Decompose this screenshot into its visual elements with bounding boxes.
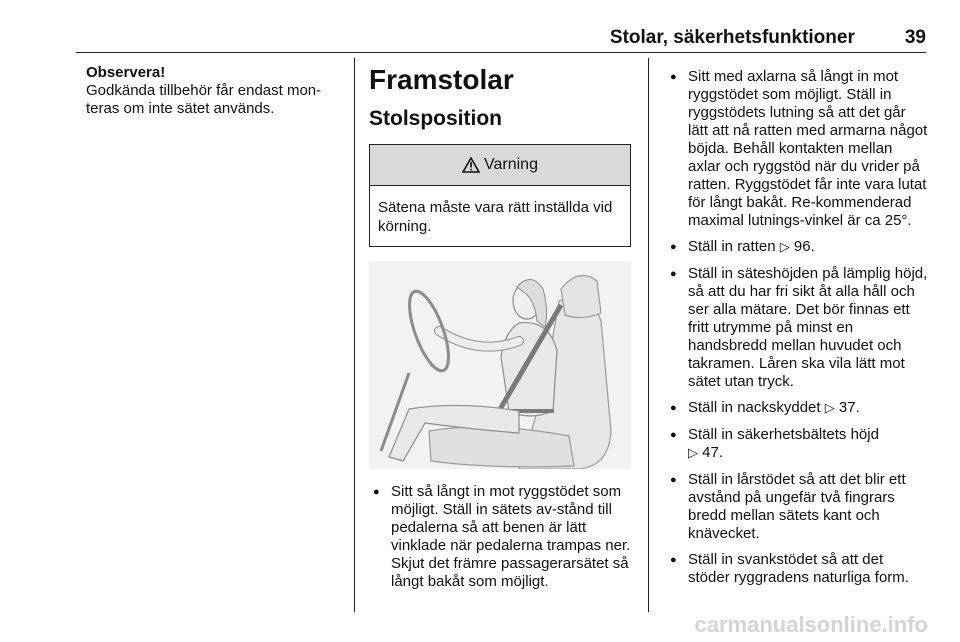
list-item-text: Ställ in lårstödet så att det blir ett avstånd på ungefär två fingrars bredd mellan sätets kant och knävecket. — [688, 471, 906, 542]
list-item — [666, 399, 928, 418]
list-item-text: Ställ in svankstödet så att det stöder ryggradens naturliga form. — [688, 551, 909, 586]
warning-box — [369, 144, 631, 247]
list-item — [666, 551, 928, 587]
list-item-text: Sitt med axlarna så långt in mot ryggstödet som möjligt. Ställ in ryggstödets lutning så att det går lätt att nå ratten med armarna något böjda. Behåll kontakten mellan axlar och ryggstöd när du vrider på ratten. Ryggstödet får inte vara lutat för långt bakåt. Re-kommenderad maximal lutnings-vinkel är ca 25°. — [688, 68, 928, 229]
seating-illustration — [369, 261, 631, 469]
page-reference-icon: ▷ — [688, 446, 698, 461]
list-item — [666, 471, 928, 543]
column-1 — [86, 64, 342, 118]
list-item-text: Ställ in säteshöjden på lämplig höjd, så att du har fri sikt åt alla håll och ser alla mätare. Det bör finnas ett fritt utrymme på minst en handsbredd mellan huvudet och takramen. Låren ska vila lätt mot sätet utan tryck. — [688, 265, 928, 390]
list-item-text: Ställ in ratten — [688, 238, 780, 255]
list-item-text: Ställ in nackskyddet — [688, 399, 825, 416]
page-reference[interactable]: 37. — [838, 399, 860, 416]
warning-header — [370, 145, 630, 186]
page-reference-icon: ▷ — [824, 401, 835, 416]
list-item — [666, 238, 928, 257]
list-item-text: Ställ in säkerhetsbältets höjd — [688, 426, 879, 443]
warning-icon — [462, 157, 480, 173]
page-header — [76, 24, 926, 53]
page-reference[interactable]: 96. — [793, 238, 815, 255]
note-heading: Observera! — [86, 64, 166, 81]
list-item — [666, 426, 928, 463]
warning-text: Sätena måste vara rätt inställda vid körning. — [378, 199, 613, 235]
page-reference-icon: ▷ — [779, 240, 790, 255]
page-number: 39 — [904, 27, 926, 48]
column-3 — [666, 64, 928, 595]
list-item — [666, 265, 928, 391]
subsection-heading: Stolsposition — [369, 107, 502, 130]
warning-label: Varning — [484, 156, 538, 173]
seat-position-figure — [369, 261, 631, 469]
column-divider-2 — [648, 58, 649, 612]
watermark: carmanualsonline.info — [694, 612, 928, 637]
list-item — [666, 68, 928, 230]
page-reference[interactable]: 47. — [702, 444, 724, 461]
note-text: Godkända tillbehör får endast mon-teras om inte sätet används. — [86, 82, 322, 117]
section-heading: Framstolar — [369, 64, 514, 95]
section-title: Stolar, säkerhetsfunktioner — [609, 27, 855, 48]
column-divider-1 — [354, 58, 355, 612]
column-2 — [369, 64, 631, 599]
list-item: ● Sitt så långt in mot ryggstödet som möjligt. Ställ in sätets av-stånd till pedalerna så att benen är lätt vinklade när pedalerna trampas ner. Skjut det främre passagerarsätet så långt bakåt som möjligt. — [369, 483, 631, 591]
